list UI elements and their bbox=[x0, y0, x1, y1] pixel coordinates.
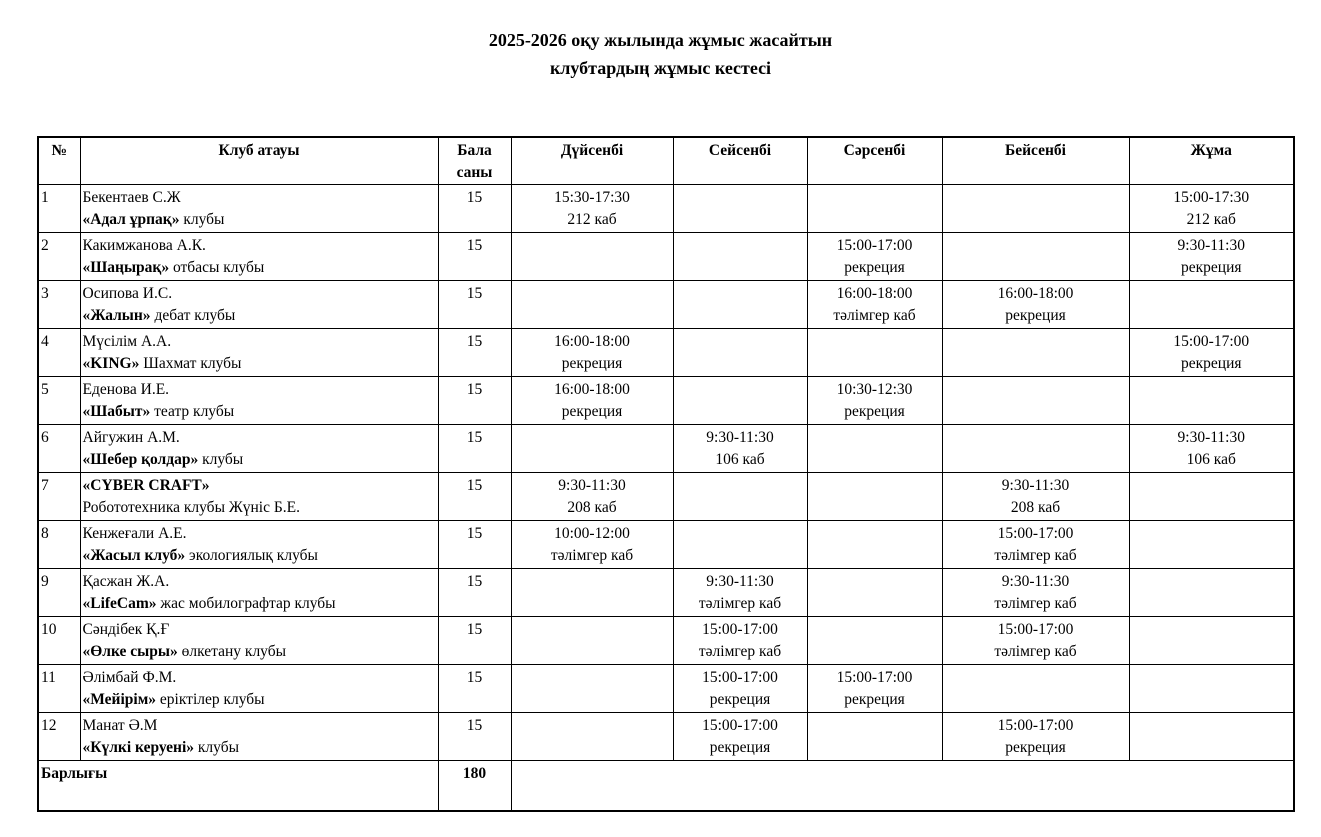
thursday-cell: 9:30-11:30 208 каб bbox=[942, 473, 1129, 521]
tuesday-cell: 15:00-17:00 рекреция bbox=[673, 665, 807, 713]
row-number: 3 bbox=[38, 281, 80, 329]
header-children-count: Бала саны bbox=[438, 137, 511, 185]
table-row bbox=[38, 425, 1294, 473]
tuesday-cell bbox=[673, 233, 807, 281]
children-count-cell: 15 bbox=[438, 233, 511, 281]
tuesday-cell bbox=[673, 377, 807, 425]
thursday-cell bbox=[942, 665, 1129, 713]
wednesday-cell bbox=[807, 521, 942, 569]
thursday-cell bbox=[942, 233, 1129, 281]
wednesday-cell bbox=[807, 713, 942, 761]
friday-cell bbox=[1129, 713, 1294, 761]
monday-cell bbox=[511, 617, 673, 665]
wednesday-cell: 15:00-17:00 рекреция bbox=[807, 665, 942, 713]
row-number: 7 bbox=[38, 473, 80, 521]
monday-cell bbox=[511, 281, 673, 329]
row-number: 9 bbox=[38, 569, 80, 617]
club-title-line: «LifeCam» жас мобилографтар клубы bbox=[82, 595, 336, 612]
club-schedule-table bbox=[37, 136, 1295, 812]
header-number: № bbox=[38, 137, 80, 185]
club-title-line: «Шаңырақ» отбасы клубы bbox=[82, 259, 265, 276]
club-title-line: «Өлке сыры» өлкетану клубы bbox=[82, 643, 287, 660]
children-count-cell: 15 bbox=[438, 425, 511, 473]
club-leader-line: Бекентаев С.Ж bbox=[82, 189, 181, 206]
children-count-cell: 15 bbox=[438, 665, 511, 713]
header-monday: Дүйсенбі bbox=[511, 137, 673, 185]
tuesday-cell bbox=[673, 521, 807, 569]
table-body bbox=[38, 185, 1294, 761]
children-count-cell: 15 bbox=[438, 713, 511, 761]
page-title bbox=[0, 26, 1321, 82]
table-header-row bbox=[38, 137, 1294, 185]
row-number: 11 bbox=[38, 665, 80, 713]
club-leader-line: Какимжанова А.К. bbox=[82, 237, 206, 254]
children-count-cell: 15 bbox=[438, 185, 511, 233]
row-number: 8 bbox=[38, 521, 80, 569]
tuesday-cell: 9:30-11:30 тәлімгер каб bbox=[673, 569, 807, 617]
wednesday-cell: 16:00-18:00 тәлімгер каб bbox=[807, 281, 942, 329]
friday-cell bbox=[1129, 521, 1294, 569]
wednesday-cell bbox=[807, 569, 942, 617]
club-title-line: «Адал ұрпақ» клубы bbox=[82, 211, 225, 228]
children-count-cell: 15 bbox=[438, 329, 511, 377]
club-name-cell bbox=[80, 617, 438, 665]
club-name-cell bbox=[80, 425, 438, 473]
monday-cell: 15:30-17:30 212 каб bbox=[511, 185, 673, 233]
monday-cell bbox=[511, 569, 673, 617]
table-row bbox=[38, 329, 1294, 377]
wednesday-cell: 10:30-12:30 рекреция bbox=[807, 377, 942, 425]
children-count-cell: 15 bbox=[438, 281, 511, 329]
club-leader-line: Айгужин А.М. bbox=[82, 429, 180, 446]
club-title-line: «Шебер қолдар» клубы bbox=[82, 451, 244, 468]
header-wednesday: Сәрсенбі bbox=[807, 137, 942, 185]
club-title-line: Робототехника клубы Жүніс Б.Е. bbox=[82, 499, 300, 516]
friday-cell bbox=[1129, 665, 1294, 713]
club-leader-line: «CYBER CRAFT» bbox=[82, 477, 210, 494]
header-thursday: Бейсенбі bbox=[942, 137, 1129, 185]
club-title-line: «Шабыт» театр клубы bbox=[82, 403, 235, 420]
club-name-cell bbox=[80, 377, 438, 425]
row-number: 12 bbox=[38, 713, 80, 761]
table-row bbox=[38, 569, 1294, 617]
thursday-cell bbox=[942, 425, 1129, 473]
monday-cell: 16:00-18:00 рекреция bbox=[511, 377, 673, 425]
tuesday-cell: 9:30-11:30 106 каб bbox=[673, 425, 807, 473]
children-count-cell: 15 bbox=[438, 617, 511, 665]
friday-cell: 9:30-11:30 106 каб bbox=[1129, 425, 1294, 473]
thursday-cell: 16:00-18:00 рекреция bbox=[942, 281, 1129, 329]
table-row bbox=[38, 473, 1294, 521]
header-club-name: Клуб атауы bbox=[80, 137, 438, 185]
club-name-cell bbox=[80, 713, 438, 761]
page-title-line2: клубтардың жұмыс кестесі bbox=[549, 58, 772, 78]
row-number: 1 bbox=[38, 185, 80, 233]
friday-cell bbox=[1129, 617, 1294, 665]
tuesday-cell: 15:00-17:00 тәлімгер каб bbox=[673, 617, 807, 665]
club-name-cell bbox=[80, 233, 438, 281]
header-friday: Жұма bbox=[1129, 137, 1294, 185]
club-name-cell bbox=[80, 521, 438, 569]
children-count-cell: 15 bbox=[438, 473, 511, 521]
thursday-cell: 15:00-17:00 тәлімгер каб bbox=[942, 521, 1129, 569]
tuesday-cell bbox=[673, 329, 807, 377]
friday-cell bbox=[1129, 473, 1294, 521]
friday-cell: 15:00-17:30 212 каб bbox=[1129, 185, 1294, 233]
club-name-cell bbox=[80, 473, 438, 521]
club-title-line: «Мейірім» еріктілер клубы bbox=[82, 691, 265, 708]
row-number: 2 bbox=[38, 233, 80, 281]
tuesday-cell bbox=[673, 473, 807, 521]
club-name-cell bbox=[80, 329, 438, 377]
table-row bbox=[38, 233, 1294, 281]
table-row bbox=[38, 617, 1294, 665]
club-leader-line: Манат Ә.М bbox=[82, 717, 158, 734]
row-number: 4 bbox=[38, 329, 80, 377]
monday-cell: 16:00-18:00 рекреция bbox=[511, 329, 673, 377]
thursday-cell bbox=[942, 377, 1129, 425]
tuesday-cell: 15:00-17:00 рекреция bbox=[673, 713, 807, 761]
thursday-cell bbox=[942, 329, 1129, 377]
monday-cell: 9:30-11:30 208 каб bbox=[511, 473, 673, 521]
club-leader-line: Қасжан Ж.А. bbox=[82, 573, 170, 590]
friday-cell: 15:00-17:00 рекреция bbox=[1129, 329, 1294, 377]
wednesday-cell bbox=[807, 617, 942, 665]
tuesday-cell bbox=[673, 185, 807, 233]
thursday-cell: 15:00-17:00 рекреция bbox=[942, 713, 1129, 761]
club-name-cell bbox=[80, 665, 438, 713]
totals-count: 180 bbox=[438, 761, 511, 811]
wednesday-cell bbox=[807, 473, 942, 521]
club-title-line: «KING» Шахмат клубы bbox=[82, 355, 242, 372]
table-row bbox=[38, 665, 1294, 713]
row-number: 6 bbox=[38, 425, 80, 473]
children-count-cell: 15 bbox=[438, 377, 511, 425]
table-row bbox=[38, 185, 1294, 233]
table-row bbox=[38, 521, 1294, 569]
thursday-cell: 15:00-17:00 тәлімгер каб bbox=[942, 617, 1129, 665]
monday-cell bbox=[511, 713, 673, 761]
wednesday-cell: 15:00-17:00 рекреция bbox=[807, 233, 942, 281]
club-leader-line: Осипова И.С. bbox=[82, 285, 173, 302]
wednesday-cell bbox=[807, 185, 942, 233]
monday-cell bbox=[511, 665, 673, 713]
totals-row bbox=[38, 761, 1294, 811]
children-count-cell: 15 bbox=[438, 521, 511, 569]
row-number: 10 bbox=[38, 617, 80, 665]
row-number: 5 bbox=[38, 377, 80, 425]
tuesday-cell bbox=[673, 281, 807, 329]
monday-cell: 10:00-12:00 тәлімгер каб bbox=[511, 521, 673, 569]
friday-cell bbox=[1129, 281, 1294, 329]
table-row bbox=[38, 713, 1294, 761]
club-name-cell bbox=[80, 281, 438, 329]
club-leader-line: Мүсілім А.А. bbox=[82, 333, 172, 350]
club-leader-line: Кенжеғали А.Е. bbox=[82, 525, 187, 542]
club-name-cell bbox=[80, 185, 438, 233]
wednesday-cell bbox=[807, 329, 942, 377]
thursday-cell bbox=[942, 185, 1129, 233]
monday-cell bbox=[511, 425, 673, 473]
monday-cell bbox=[511, 233, 673, 281]
children-count-cell: 15 bbox=[438, 569, 511, 617]
club-leader-line: Әлімбай Ф.М. bbox=[82, 669, 177, 686]
table-row bbox=[38, 377, 1294, 425]
header-tuesday: Сейсенбі bbox=[673, 137, 807, 185]
table-row bbox=[38, 281, 1294, 329]
totals-label: Барлығы bbox=[38, 761, 438, 811]
friday-cell bbox=[1129, 569, 1294, 617]
totals-empty-cell bbox=[511, 761, 1294, 811]
wednesday-cell bbox=[807, 425, 942, 473]
page-title-line1: 2025-2026 оқу жылында жұмыс жасайтын bbox=[488, 30, 833, 50]
club-leader-line: Еденова И.Е. bbox=[82, 381, 170, 398]
club-name-cell bbox=[80, 569, 438, 617]
club-title-line: «Күлкі керуені» клубы bbox=[82, 739, 240, 756]
club-leader-line: Сәндібек Қ.Ғ bbox=[82, 621, 170, 638]
thursday-cell: 9:30-11:30 тәлімгер каб bbox=[942, 569, 1129, 617]
club-title-line: «Жасыл клуб» экологиялық клубы bbox=[82, 547, 318, 564]
friday-cell: 9:30-11:30 рекреция bbox=[1129, 233, 1294, 281]
friday-cell bbox=[1129, 377, 1294, 425]
club-title-line: «Жалын» дебат клубы bbox=[82, 307, 236, 324]
